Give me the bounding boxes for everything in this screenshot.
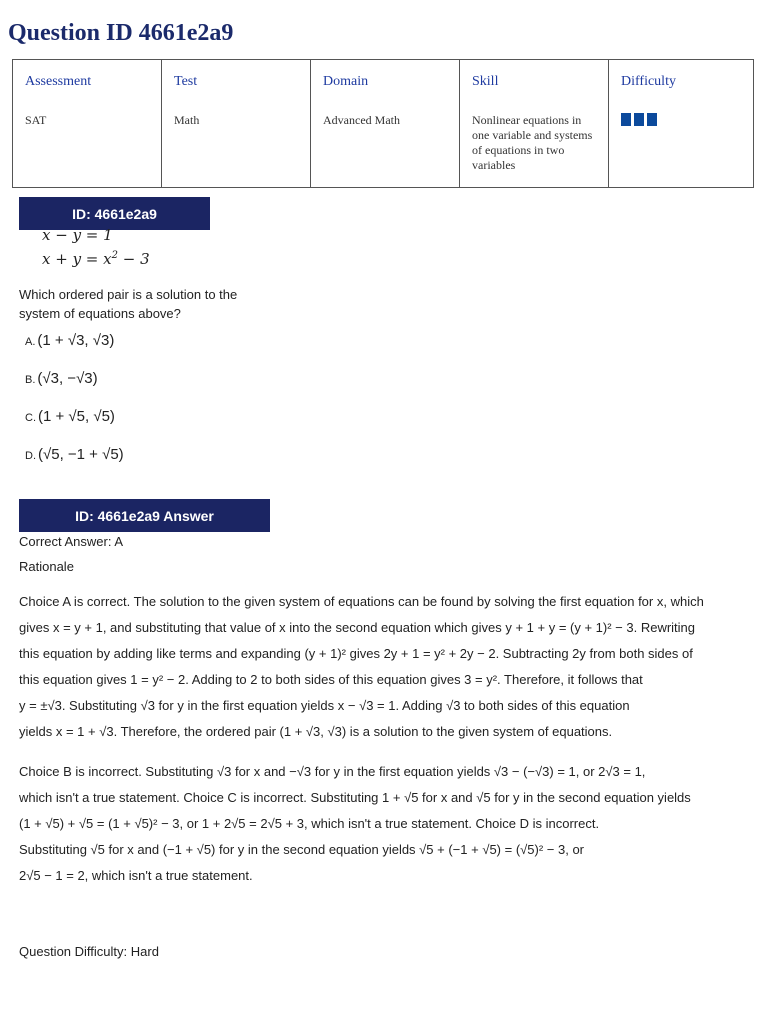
page-title: Question ID 4661e2a9	[8, 20, 234, 46]
meta-skill-cell	[460, 60, 609, 188]
equation-2-exponent: 2	[111, 250, 118, 261]
option-text: (1 + √5, √5)	[38, 408, 115, 425]
option-text: (1 + √3, √3)	[37, 332, 115, 349]
meta-value-domain: Advanced Math	[323, 113, 400, 127]
meta-assessment-cell	[13, 60, 162, 188]
meta-header-test: Test	[174, 74, 198, 89]
rationale-label: Rationale	[19, 559, 74, 574]
rationale-paragraph-1	[19, 589, 749, 745]
option-letter: A.	[25, 336, 36, 348]
meta-header-assessment: Assessment	[25, 74, 92, 89]
meta-difficulty-cell	[609, 60, 754, 188]
meta-test-cell	[162, 60, 311, 188]
question-id-banner: ID: 4661e2a9	[19, 197, 210, 230]
rationale-line: yields x = 1 + √3. Therefore, the ordered pair (1 + √3, √3) is a solution to the given system of equations.	[19, 724, 613, 739]
meta-domain-cell	[311, 60, 460, 188]
question-difficulty: Question Difficulty: Hard	[19, 944, 159, 959]
meta-value-skill: Nonlinear equations in one variable and systems of equations in two variables	[472, 113, 593, 172]
equation-1: x − y = 1	[42, 226, 113, 244]
answer-option-a[interactable]	[25, 332, 114, 349]
rationale-line: which isn't a true statement. Choice C is incorrect. Substituting 1 + √5 for x and √5 for y in the second equation yields	[19, 790, 691, 805]
answer-option-c[interactable]	[25, 408, 115, 425]
question-meta-table	[12, 59, 754, 188]
rationale-line: this equation gives 1 = y² − 2. Adding to 2 to both sides of this equation gives 3 = y². Therefore, it follows that	[19, 672, 643, 687]
question-prompt-line-2: system of equations above?	[19, 306, 181, 321]
rationale-paragraph-2	[19, 759, 749, 889]
rationale-line: Substituting √5 for x and (−1 + √5) for y in the second equation yields √5 + (−1 + √5) = (√5)² − 3, or	[19, 842, 585, 857]
option-text: (√3, −√3)	[37, 370, 98, 387]
rationale-line: gives x = y + 1, and substituting that value of x into the second equation which gives y + 1 + y = (y + 1)² − 3. Rewriting	[19, 620, 696, 635]
difficulty-bars	[621, 113, 741, 126]
answer-id-banner: ID: 4661e2a9 Answer	[19, 499, 270, 532]
meta-header-domain: Domain	[323, 74, 369, 89]
difficulty-bar	[634, 113, 644, 126]
difficulty-bar	[621, 113, 631, 126]
question-prompt-line-1: Which ordered pair is a solution to the	[19, 287, 238, 302]
meta-header-difficulty: Difficulty	[621, 74, 676, 89]
rationale-line: 2√5 − 1 = 2, which isn't a true statement.	[19, 868, 253, 883]
meta-header-skill: Skill	[472, 74, 499, 89]
answer-option-b[interactable]	[25, 370, 98, 387]
option-text: (√5, −1 + √5)	[38, 446, 124, 463]
correct-answer: Correct Answer: A	[19, 534, 124, 549]
rationale-line: Choice B is incorrect. Substituting √3 for x and −√3 for y in the first equation yields √3 − (−√3) = 1, or 2√3 = 1,	[19, 764, 646, 779]
meta-value-test: Math	[174, 113, 200, 127]
rationale-line: Choice A is correct. The solution to the given system of equations can be found by solving the first equation for x, which	[19, 594, 704, 609]
option-letter: D.	[25, 450, 36, 462]
equation-2	[42, 250, 150, 268]
answer-option-d[interactable]	[25, 446, 124, 463]
equation-2-base: x + y = x	[42, 250, 112, 268]
difficulty-bar	[647, 113, 657, 126]
rationale-line: this equation by adding like terms and expanding (y + 1)² gives 2y + 1 = y² + 2y − 2. Subtracting 2y from both sides of	[19, 646, 693, 661]
rationale-line: y = ±√3. Substituting √3 for y in the first equation yields x − √3 = 1. Adding √3 to both sides of this equation	[19, 698, 630, 713]
rationale-line: (1 + √5) + √5 = (1 + √5)² − 3, or 1 + 2√5 = 2√5 + 3, which isn't a true statement. Choice D is incorrect.	[19, 816, 600, 831]
option-letter: B.	[25, 374, 36, 386]
meta-value-assessment: SAT	[25, 113, 47, 127]
option-letter: C.	[25, 412, 36, 424]
equation-2-tail: − 3	[117, 250, 150, 268]
